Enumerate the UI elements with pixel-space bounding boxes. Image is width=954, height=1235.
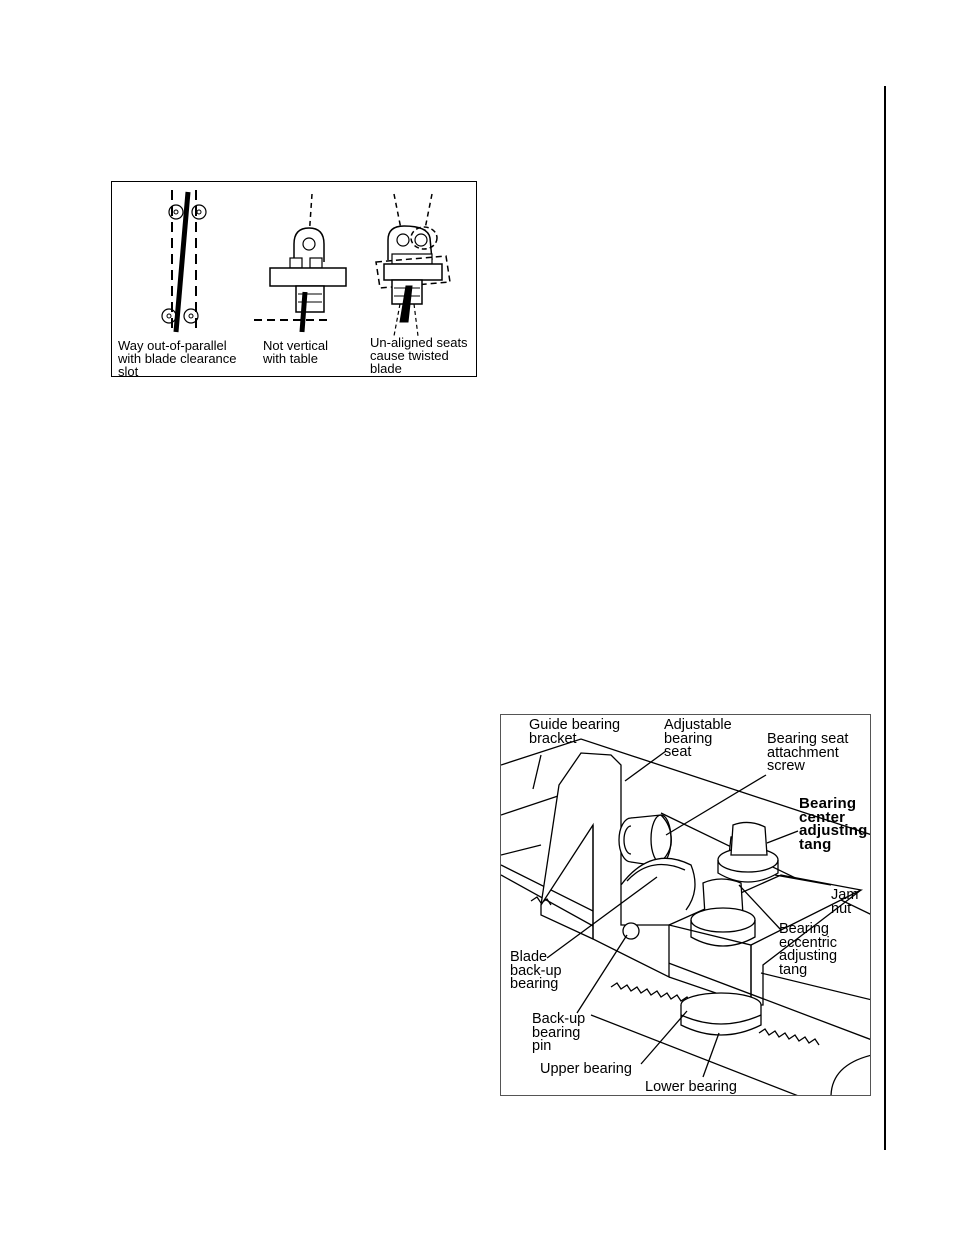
alignment-figure (111, 181, 477, 377)
label-blade-back-up-bearing: Blade back-up bearing (510, 949, 562, 992)
label-bearing-seat-attachment-screw: Bearing seat attachment screw (767, 731, 849, 774)
label-upper-bearing: Upper bearing (540, 1061, 632, 1077)
label-bearing-center-adjusting-tang: Bearing center adjusting tang (799, 795, 868, 853)
guide-bearing-figure (500, 714, 871, 1096)
out-of-parallel-drawing (162, 190, 206, 332)
label-adjustable-bearing-seat: Adjustable bearing seat (664, 717, 732, 760)
leader-bracket (533, 755, 541, 789)
caption-unaligned-seats: Un-aligned seats cause twisted blade (370, 335, 468, 376)
label-lower-bearing: Lower bearing (645, 1079, 737, 1095)
blade-back-up-bearing (621, 858, 695, 910)
margin-rule (884, 86, 886, 1150)
not-vertical-drawing (254, 194, 346, 332)
caption-out-of-parallel: Way out-of-parallel with blade clearance slot (118, 338, 237, 379)
unaligned-seats-drawing (376, 194, 450, 336)
label-back-up-bearing-pin: Back-up bearing pin (532, 1011, 586, 1054)
caption-not-vertical: Not vertical with table (263, 338, 329, 366)
label-jam-nut: Jam nut (831, 887, 859, 917)
label-bearing-eccentric-adjusting-tang: Bearing eccentric adjusting tang (779, 921, 838, 978)
label-guide-bearing-bracket: Guide bearing bracket (529, 717, 621, 747)
